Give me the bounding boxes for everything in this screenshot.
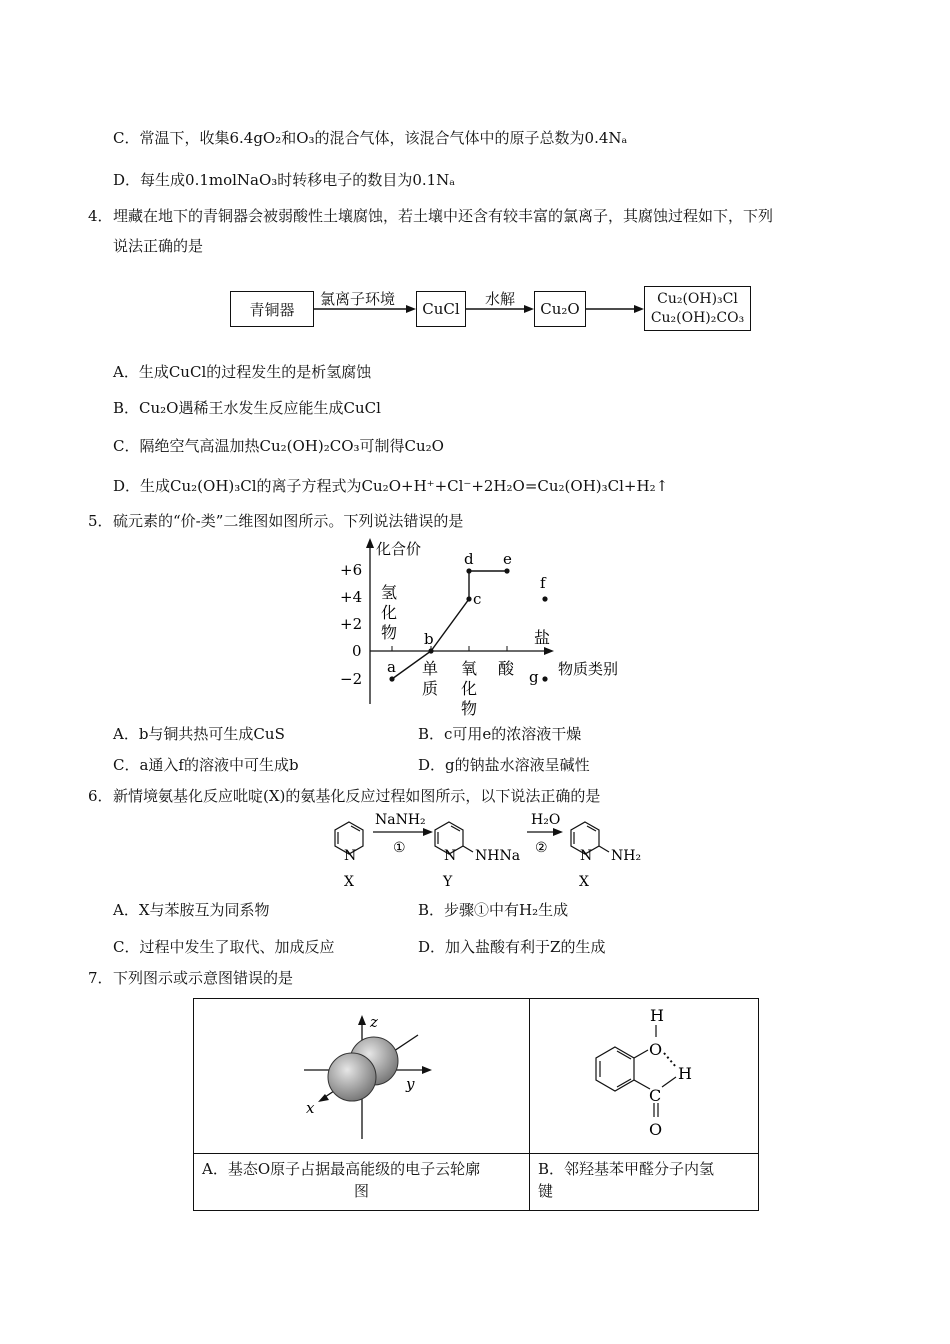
flow-box-cucl: CuCl [416,291,466,327]
svg-text:物: 物 [381,623,398,642]
flow-box-bronze: 青铜器 [230,291,314,327]
svg-text:化: 化 [381,603,398,622]
figA-cell [194,999,530,1154]
figA-caption-line2: 图 [353,1182,369,1200]
figB-caption-line2: 键 [538,1182,554,1200]
flow-arrow-1 [314,300,416,318]
axis-z-label: z [370,1013,378,1031]
q6-option-a: A．X与苯胺互为同系物 [113,901,270,919]
label-f: f [540,574,546,592]
p-orbital-diagram [194,999,529,1149]
q7-stem: 下列图示或示意图错误的是 [113,969,294,987]
salicylaldehyde-diagram [530,999,758,1149]
reagent-h2o: H₂O [531,812,561,828]
svg-text:氧: 氧 [461,659,478,678]
axis-y-label: y [406,1075,415,1093]
q5-number: 5． [88,512,113,530]
figA-caption-line1: A．基态O原子占据最高能级的电子云轮廓 [202,1160,481,1178]
q5-option-b: B．c可用e的浓溶液干燥 [418,725,582,743]
tick-minus2: −2 [340,670,363,688]
flow-product-1: Cu₂(OH)₃Cl [657,290,738,307]
label-d: d [464,550,474,568]
q4-number: 4． [88,207,113,225]
atom-o-top: O [649,1040,663,1059]
axis-x-label: x [306,1099,315,1117]
flow-box-products [644,286,751,331]
chart-category-element [422,659,438,698]
q5-option-c: C．a通入f的溶液中可生成b [113,756,299,774]
substituent-nhna: NHNa [475,848,521,864]
q6-option-d: D．加入盐酸有利于Z的生成 [418,938,606,956]
q6-option-b: B．步骤①中有H₂生成 [418,901,569,919]
point-a [389,676,394,681]
flow-arrow-3 [586,300,644,318]
q5-option-d: D．g的钠盐水溶液呈碱性 [418,756,590,774]
atom-o-bottom: O [649,1120,663,1139]
figB-cell [530,999,759,1154]
q4-stem-line1: 埋藏在地下的青铜器会被弱酸性土壤腐蚀，若土壤中还含有较丰富的氯离子，其腐蚀过程如下，下列 [113,207,774,225]
label-y: Y [443,874,453,890]
label-a: a [387,658,396,676]
flow-arrow-2 [466,300,534,318]
q4-option-d: D．生成Cu₂(OH)₃Cl的离子方程式为Cu₂O+H⁺+Cl⁻+2H₂O=Cu₂(OH)₃Cl+H₂↑ [113,477,669,495]
point-d [466,568,471,573]
q5-option-a: A．b与铜共热可生成CuS [113,725,285,743]
svg-text:质: 质 [422,679,439,698]
step-1: ① [393,840,406,856]
tick-0: 0 [352,642,362,660]
label-e: e [503,550,512,568]
pyridine-x-n: N [344,848,357,864]
label-g: g [529,668,539,686]
q6-reaction-scheme [325,810,655,892]
tick-plus6: +6 [340,561,363,579]
tick-plus4: +4 [340,588,363,606]
label-c: c [473,590,482,608]
figA-caption [194,1154,530,1211]
chart-x-title: 物质类别 [558,660,619,678]
q6-number: 6． [88,787,113,805]
q4-option-b: B．Cu₂O遇稀王水发生反应能生成CuCl [113,399,381,417]
tick-plus2: +2 [340,615,363,633]
q4-stem-line2: 说法正确的是 [113,237,204,255]
q7-number: 7． [88,969,113,987]
label-x-2: X [579,874,589,890]
reagent-nanh2: NaNH₂ [375,812,426,828]
flow-box-cu2o: Cu₂O [534,291,586,327]
svg-text:物: 物 [461,699,478,716]
q7-figure-table [193,998,759,1211]
svg-text:单: 单 [422,659,439,678]
svg-text:化: 化 [461,679,478,698]
substituent-nh2: NH₂ [611,848,642,864]
q3-option-d: D．每生成0.1molNaO₃时转移电子的数目为0.1Nₐ [113,171,456,189]
chart-category-salt: 盐 [534,628,551,647]
flow-arrow-label-hydrolysis: 水解 [485,290,516,308]
pyridine-z-n: N [580,848,593,864]
chart-y-title: 化合价 [376,540,422,558]
q6-stem: 新情境氨基化反应吡啶(X)的氨基化反应过程如图所示，以下说法正确的是 [113,787,601,805]
chart-category-acid: 酸 [498,659,515,678]
q4-option-c: C．隔绝空气高温加热Cu₂(OH)₂CO₃可制得Cu₂O [113,437,444,455]
atom-c: C [649,1086,662,1105]
flow-product-2: Cu₂(OH)₂CO₃ [650,309,745,326]
chart-x-arrow [544,647,554,655]
point-f [542,596,547,601]
q3-option-c: C．常温下，收集6.4gO₂和O₃的混合气体，该混合气体中的原子总数为0.4Nₐ [113,129,628,147]
q4-option-a: A．生成CuCl的过程发生的是析氢腐蚀 [113,363,372,381]
flow-arrow-label-chloride: 氯离子环境 [320,290,396,308]
atom-h-right: H [678,1064,692,1083]
q5-stem: 硫元素的“价-类”二维图如图所示。下列说法错误的是 [113,512,464,530]
chart-y-arrow [366,538,374,548]
chart-category-oxide [461,659,477,716]
chart-y-ticks [340,561,362,688]
label-b: b [424,630,434,648]
step-2: ② [535,840,548,856]
chart-series-line [392,571,507,679]
point-e [504,568,509,573]
figB-caption-line1: B．邻羟基苯甲醛分子内氢 [538,1160,715,1178]
pyridine-y-n: N [444,848,457,864]
q6-option-c: C．过程中发生了取代、加成反应 [113,938,335,956]
point-b [428,648,433,653]
point-c [466,596,471,601]
chart-category-hydride [381,583,397,642]
q5-valence-class-chart [330,536,640,716]
point-g [542,676,547,681]
atom-h-top: H [650,1006,664,1025]
svg-text:氢: 氢 [381,583,398,602]
label-x-1: X [344,874,354,890]
figB-caption [530,1154,759,1211]
